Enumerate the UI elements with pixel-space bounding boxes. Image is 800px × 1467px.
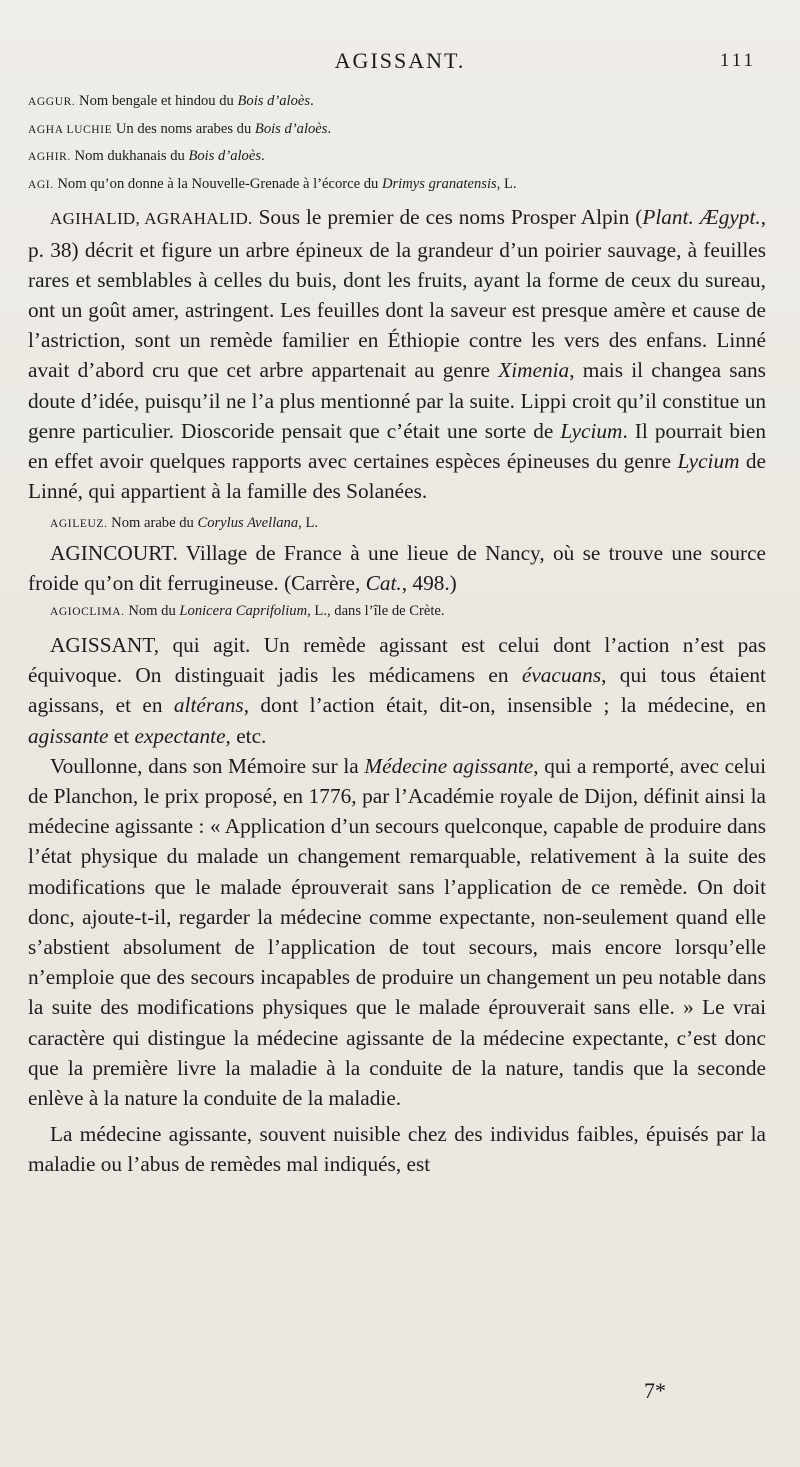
entry-text: qui agit. Un remède agissant est celui dont l’action n’est pas équivoque. On distinguait jadis les médicamens en	[28, 633, 766, 688]
entry-italic: Bois d’aloès	[188, 148, 262, 165]
entry-text: , p. 38) décrit et figure un arbre épineux de la grandeur d’un poirier sauvage, à feuilles rares et semblables à celles du buis, dont les fruits, ayant la forme de ceux du sureau, ont un goût amer, astringent. Les feuilles dont la saveur est presque amère et cause de l’astriction, sont un remède familier en Éthiopie contre les vers des enfans. Linné avait d’abord cru que cet arbre appartenait au genre	[28, 205, 767, 383]
entry-text-end: , L.	[496, 175, 517, 192]
entry-text: Nom du	[124, 603, 180, 620]
entry-agha-luchie	[28, 116, 766, 144]
entry-aggur	[28, 88, 766, 116]
entry-term: AGHA LUCHIE	[28, 123, 113, 136]
entry-italic: agissante	[28, 723, 109, 748]
entry-text: Village de France à une lieue de Nancy, où se trouve une source froide qu’on dit ferrugineuse. (Carrère,	[28, 541, 766, 596]
entry-term: AGINCOURT.	[50, 541, 178, 565]
entry-italic: Drimys granatensis	[381, 175, 497, 192]
entry-term: AGILEUZ.	[50, 518, 108, 531]
entry-italic: Lycium	[677, 449, 740, 473]
entry-term: AGIHALID, AGRAHALID.	[50, 209, 253, 229]
entry-text: , qui tous étaient agissans, et en	[28, 663, 766, 718]
entry-agileuz	[28, 510, 766, 538]
entry-italic: Lonicera Caprifolium	[179, 603, 308, 620]
entry-agissant	[28, 630, 766, 751]
entry-text: Nom qu’on donne à la Nouvelle-Grenade à l’écorce du	[53, 175, 382, 192]
entry-text: . Il pourrait bien en effet avoir quelques rapports avec certaines espèces épineuses du genre	[28, 418, 767, 473]
entry-italic: Lycium	[560, 418, 623, 443]
paragraph-text: La médecine agissante, souvent nuisible chez des individus faibles, épuisés par la maladie ou l’abus de remèdes mal indiqués, est	[28, 1122, 766, 1177]
entry-agi	[28, 171, 766, 199]
paragraph-last	[28, 1119, 766, 1179]
entry-agioclima	[28, 598, 766, 626]
entry-italic: Plant. Ægypt.	[642, 205, 761, 230]
entry-italic: expectante	[134, 723, 226, 748]
entry-text: , 498.)	[401, 571, 457, 596]
entry-italic: Bois d’aloès	[254, 120, 328, 137]
entry-text: , mais il changea sans doute d’idée, puisqu’il ne l’a plus mentionné par la suite. Lippi croit qu’il constitue un genre particulier. Dioscoride pensait que c’était une sorte de	[28, 358, 766, 443]
paragraph-italic: Médecine agissante	[364, 753, 534, 778]
paragraph-voullonne	[28, 751, 766, 1113]
entry-term: AGIOCLIMA.	[50, 606, 125, 619]
entry-text: Nom dukhanais du	[70, 148, 189, 165]
entry-text: , etc.	[225, 723, 267, 748]
entry-text: Nom bengale et hindou du	[75, 93, 238, 109]
entry-italic: évacuans	[521, 663, 602, 688]
entry-text: , dont l’action était, dit-on, insensible ; la médecine, en	[243, 693, 766, 718]
entry-text-end: .	[327, 120, 332, 137]
entry-text: de Linné, qui appartient à la famille des Solanées.	[28, 449, 766, 504]
entry-term: AGI.	[28, 178, 54, 191]
entry-term: AGISSANT,	[50, 633, 160, 657]
page-header	[0, 48, 800, 78]
entry-text-end: , L.	[298, 515, 319, 532]
entry-text-end: .	[261, 148, 265, 165]
entry-text: Nom arabe du	[107, 515, 198, 532]
entry-italic: Corylus Avellana	[197, 515, 299, 532]
entry-text: Sous le premier de ces noms Prosper Alpin (	[252, 205, 643, 230]
entry-italic: Bois d’aloès	[237, 93, 311, 109]
paragraph-text: Voullonne, dans son Mémoire sur la	[50, 753, 365, 778]
entry-text-end: , L., dans l’île de Crète.	[307, 603, 445, 620]
entry-aghir	[28, 143, 766, 171]
running-head: AGISSANT.	[334, 48, 466, 73]
entry-agincourt	[28, 538, 766, 598]
signature-mark: 7*	[644, 1378, 666, 1403]
entry-italic: Ximenia	[498, 358, 570, 383]
entry-term: AGGUR.	[28, 96, 76, 108]
entry-text-end: .	[310, 93, 314, 109]
entry-text: et	[108, 723, 135, 748]
entry-italic: altérans	[173, 693, 244, 718]
entry-term: AGHIR.	[28, 151, 71, 164]
text-column	[28, 88, 766, 1180]
entry-italic: Cat.	[365, 571, 402, 596]
entry-text: Un des noms arabes du	[112, 120, 255, 137]
entry-agihalid	[28, 202, 766, 506]
paragraph-text: , qui a remporté, avec celui de Planchon, le prix proposé, en 1776, par l’Académie royale de Dijon, définit ainsi la médecine agissante : « Application d’un secours quelconque, capable de produire dans l’état physique du malade un changement remarquable, relativement à la suite des modifications que le malade éprouverait sans l’application de ce remède. On doit donc, ajoute-t-il, regarder la médecine comme expectante, non-seulement quand elle s’abstient absolument de l’application de tout secours, mais encore lorsqu’elle n’emploie que des secours incapables de produire un changement un peu notable dans la suite des modifications physiques que le malade éprouverait sans elle. » Le vrai caractère qui distingue la médecine agissante de la médecine expectante, c’est donc que la première livre la maladie à la conduite de la nature, tandis que la seconde enlève à la nature la conduite de la maladie.	[28, 753, 766, 1111]
page-number: 111	[719, 50, 756, 71]
